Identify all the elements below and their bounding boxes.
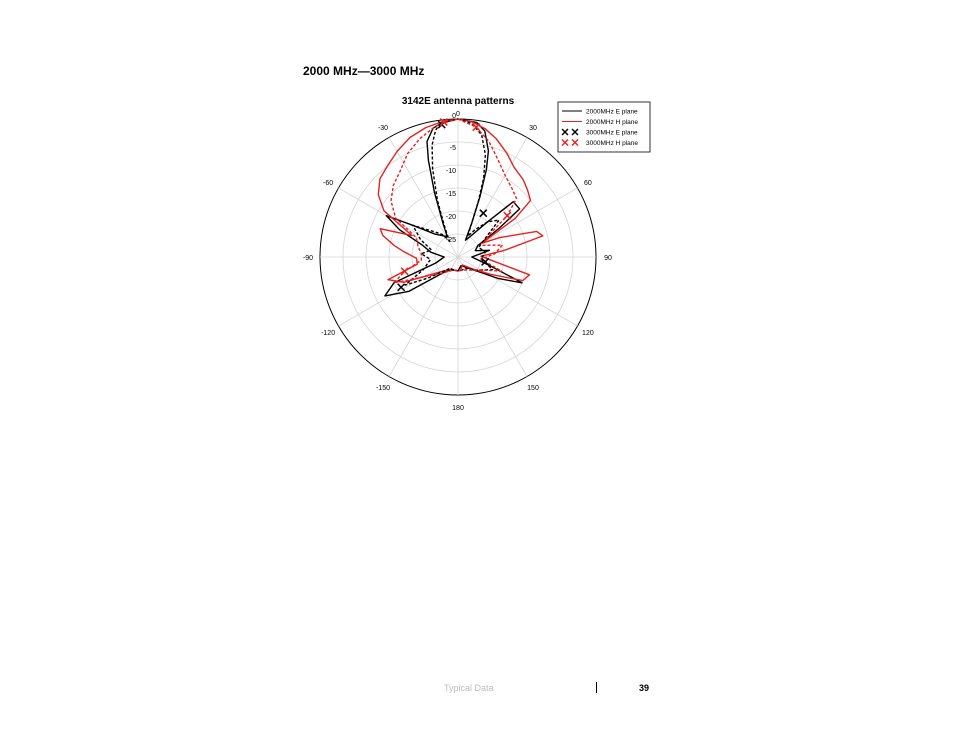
angle-tick-label: 30 [529,125,537,133]
radial-tick-label: -15 [445,191,456,198]
angle-tick-label: -90 [302,255,314,262]
legend-label: 2000MHz E plane [586,108,638,116]
angle-tick-label: 180 [452,405,464,412]
angle-tick-label: -150 [375,384,391,392]
angle-tick-label: 0 [456,111,460,118]
grid-spoke [458,188,578,257]
series-layer [378,119,543,296]
radial-tick-label: -20 [445,214,456,221]
x-marker [504,212,511,219]
angle-tick-label: -30 [377,125,389,133]
angle-tick-label: -60 [323,180,334,187]
radial-tick-label: -10 [445,168,456,175]
legend-label: 3000MHz E plane [586,129,638,137]
radial-tick-label: -5 [449,145,456,152]
angle-tick-label: 60 [584,180,592,187]
grid-spoke [458,257,578,326]
page-number: 39 [639,683,650,693]
section-heading: 2000 MHz—3000 MHz [303,64,425,78]
x-marker [480,210,487,217]
angle-tick-label: -120 [321,330,336,337]
series-line [378,119,543,282]
legend-label: 2000MHz H plane [586,119,639,126]
angle-tick-label: 90 [604,255,612,262]
grid-spoke [338,257,458,326]
footer-separator [596,682,597,693]
polar-grid [303,111,612,412]
radial-tick-label: -25 [445,237,456,244]
chart-title: 3142E antenna patterns [401,96,515,107]
grid-spoke [389,257,458,377]
footer-label: Typical Data [444,683,494,693]
legend [558,102,650,152]
polar-chart [300,88,660,418]
legend-label: 3000MHz H plane [586,140,639,147]
radial-tick-label: 0 [452,113,456,120]
x-marker [401,268,408,275]
angle-tick-label: 120 [582,330,594,337]
angle-tick-label: 150 [527,384,539,392]
